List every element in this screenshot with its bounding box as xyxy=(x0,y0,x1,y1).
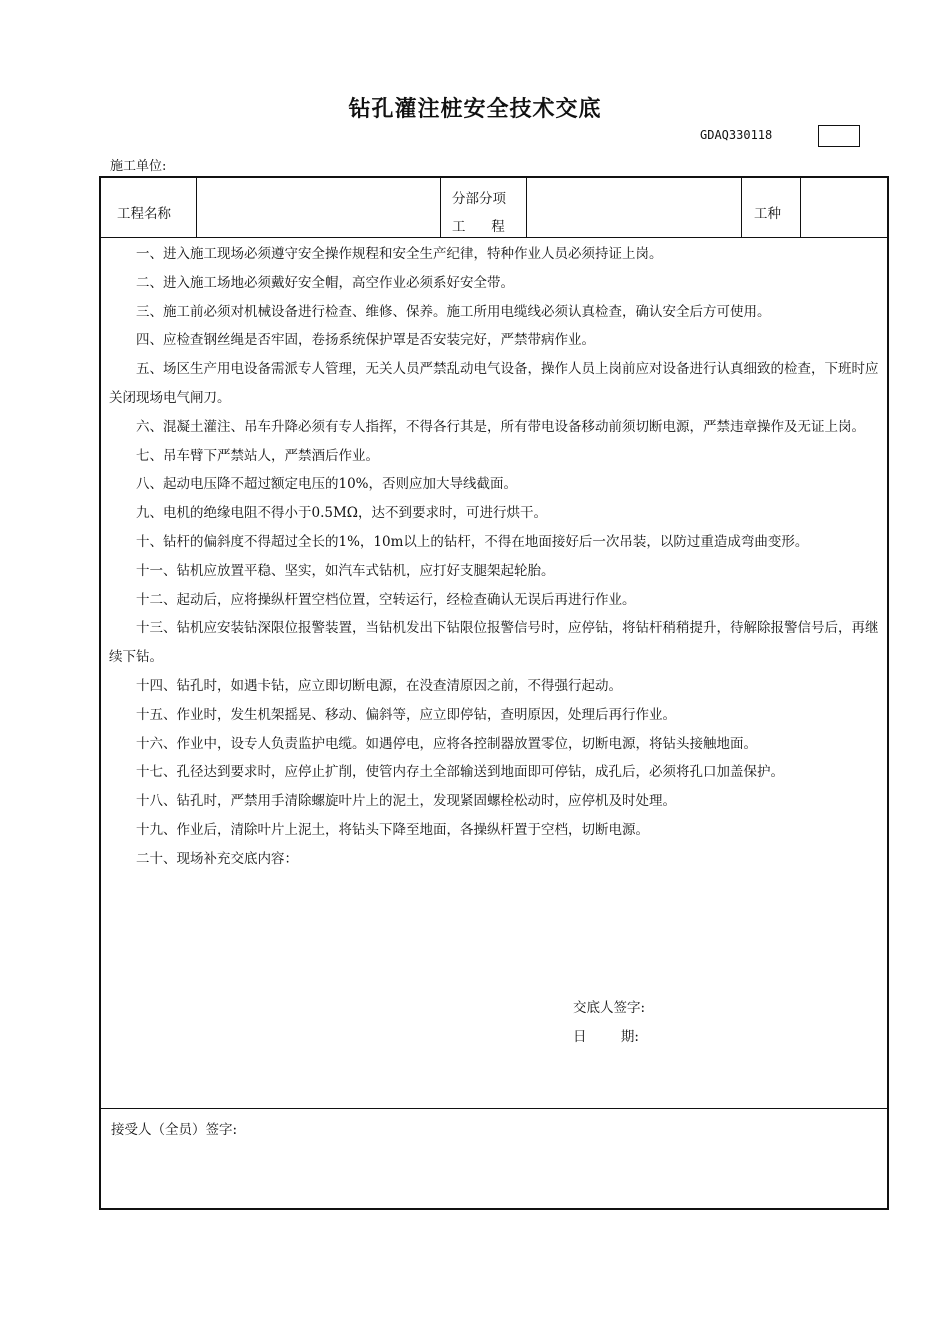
safety-item: 一、进入施工现场必须遵守安全操作规程和安全生产纪律，特种作业人员必须持证上岗。 xyxy=(136,246,663,262)
safety-item: 十九、作业后，清除叶片上泥土，将钻头下降至地面，各操纵杆置于空档，切断电源。 xyxy=(136,821,649,838)
header-divider xyxy=(440,178,441,237)
safety-item: 四、应检查钢丝绳是否牢固，卷扬系统保护罩是否安装完好，严禁带病作业。 xyxy=(136,332,595,349)
signer-label: 交底人签字: xyxy=(573,1000,646,1016)
safety-item: 十八、钻孔时，严禁用手清除螺旋叶片上的泥土，发现紧固螺栓松动时，应停机及时处理。 xyxy=(136,793,676,810)
header-divider xyxy=(526,178,527,237)
code-suffix-box[interactable] xyxy=(818,125,860,147)
safety-item: 六、混凝土灌注、吊车升降必须有专人指挥，不得各行其是，所有带电设备移动前须切断电源，严禁违章操作及无证上岗。 xyxy=(136,418,865,435)
project-name-field[interactable] xyxy=(202,190,438,234)
work-type-field[interactable] xyxy=(806,190,884,234)
header-divider xyxy=(196,178,197,237)
safety-item: 八、起动电压降不超过额定电压的10%，否则应加大导线截面。 xyxy=(136,476,518,493)
receiver-section-rule xyxy=(101,1108,887,1109)
safety-item: 十三、钻机应安装钻深限位报警装置，当钻机发出下钻限位报警信号时，应停钻，将钻杆稍稍提升，待解除报警信号后，再继续下钻。 xyxy=(109,620,879,666)
safety-item: 十二、起动后，应将操纵杆置空档位置，空转运行，经检查确认无误后再进行作业。 xyxy=(136,591,636,608)
form-table xyxy=(99,176,889,1210)
safety-item: 三、施工前必须对机械设备进行检查、维修、保养。施工所用电缆线必须认真检查，确认安全后方可使用。 xyxy=(136,303,771,320)
project-name-label: 工程名称 xyxy=(117,206,171,222)
safety-item: 七、吊车臂下严禁站人，严禁酒后作业。 xyxy=(136,447,379,464)
receiver-signature-area[interactable] xyxy=(111,1144,877,1200)
work-type-label: 工种 xyxy=(754,206,781,222)
subproject-label-line2: 工 程 xyxy=(452,219,505,235)
document-code: GDAQ330118 xyxy=(700,128,773,142)
safety-item: 十四、钻孔时，如遇卡钻，应立即切断电源，在没查清原因之前，不得强行起动。 xyxy=(136,677,622,694)
safety-item: 十六、作业中，设专人负责监护电缆。如遇停电，应将各控制器放置零位，切断电源，将钻头接触地面。 xyxy=(136,735,757,752)
header-bottom-rule xyxy=(101,237,887,238)
safety-item: 十五、作业时，发生机架摇晃、移动、偏斜等，应立即停钻，查明原因，处理后再行作业。 xyxy=(136,706,676,723)
safety-item: 九、电机的绝缘电阻不得小于0.5MΩ，达不到要求时，可进行烘干。 xyxy=(136,505,547,522)
header-divider xyxy=(741,178,742,237)
safety-item: 十七、孔径达到要求时，应停止扩削，使管内存土全部输送到地面即可停钻，成孔后，必须将孔口加盖保护。 xyxy=(136,764,784,781)
header-divider xyxy=(800,178,801,237)
safety-item: 十一、钻机应放置平稳、坚实，如汽车式钻机，应打好支腿架起轮胎。 xyxy=(136,562,555,579)
receiver-signature-label: 接受人（全员）签字: xyxy=(111,1122,238,1138)
safety-item: 二、进入施工场地必须戴好安全帽，高空作业必须系好安全带。 xyxy=(136,274,514,291)
subproject-field[interactable] xyxy=(532,190,736,234)
safety-item: 二十、现场补充交底内容： xyxy=(136,850,298,867)
safety-items xyxy=(109,240,881,874)
document-title: 钻孔灌注桩安全技术交底 xyxy=(348,97,602,122)
safety-item: 五、场区生产用电设备需派专人管理，无关人员严禁乱动电气设备，操作人员上岗前应对设备进行认真细致的检查，下班时应关闭现场电气闸刀。 xyxy=(109,361,879,406)
construction-unit-label: 施工单位: xyxy=(110,159,167,174)
subproject-label-line1: 分部分项 xyxy=(452,191,506,207)
date-label: 日 期: xyxy=(573,1029,639,1045)
safety-item: 十、钻杆的偏斜度不得超过全长的1%，10m以上的钻杆，不得在地面接好后一次吊装，以防过重造成弯曲变形。 xyxy=(136,533,809,550)
